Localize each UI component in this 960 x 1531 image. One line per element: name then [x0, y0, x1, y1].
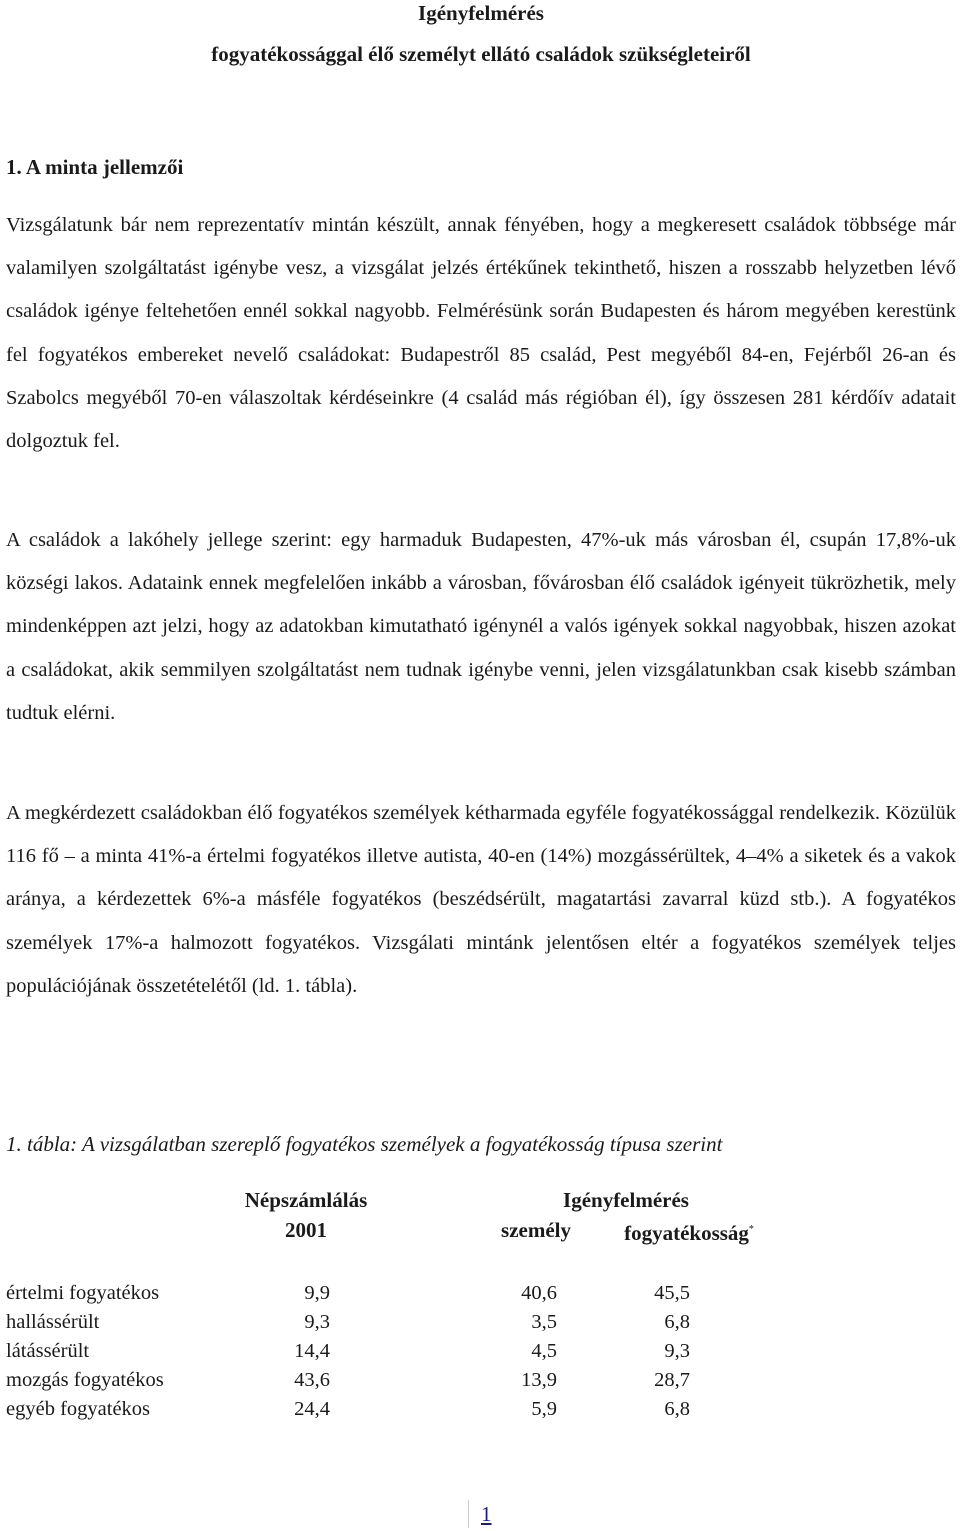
- disability-value: 6,8: [664, 1311, 690, 1333]
- table-row: [6, 1366, 956, 1395]
- person-value: 5,9: [531, 1398, 557, 1420]
- paragraph-3: A megkérdezett családokban élő fogyatékos személyek kétharmada egyféle fogyatékossággal rendelkezik. Közülük 116 fő – a minta 41%-a értelmi fogyatékos illetve autista, 40-en (14%) mozgássérültek, 4–4% a siketek és a vakok aránya, a kérdezettek 6%-a másféle fogyatékos (beszédsérült, magatartási zavarral küzd stb.). A fogyatékos személyek 17%-a halmozott fogyatékos. Vizsgálati mintánk jelentősen eltér a fogyatékos személyek teljes populációjának összetételétől (ld. 1. tábla).: [6, 802, 956, 997]
- row-label: látássérült: [6, 1340, 90, 1362]
- disability-value: 45,5: [654, 1282, 690, 1304]
- disability-header: [604, 1216, 774, 1247]
- census-year-header: 2001: [285, 1218, 327, 1242]
- paragraph-2: A családok a lakóhely jellege szerint: egy harmaduk Budapesten, 47%-uk más városban él, csupán 17,8%-uk községi lakos. Adataink ennek megfelelően inkább a városban, fővárosban élő családok igényeit tükrözhetik, mely mindenképpen azt jelzi, hogy az adatokban kimutatható igénynél a valós igények sokkal nagyobbak, hiszen azokat a családokat, akik semmilyen szolgáltatást nem tudnak igénybe venni, jelen vizsgálatunkban csak kisebb számban tudtuk elérni.: [6, 529, 956, 724]
- table-row: [6, 1337, 956, 1366]
- row-label: mozgás fogyatékos: [6, 1369, 164, 1391]
- census-value: 43,6: [294, 1369, 330, 1391]
- row-label: hallássérült: [6, 1311, 100, 1333]
- table-row: [6, 1308, 956, 1337]
- disability-value: 28,7: [654, 1369, 690, 1391]
- person-value: 4,5: [531, 1340, 557, 1362]
- person-value: 3,5: [531, 1311, 557, 1333]
- census-header: Népszámlálás: [244, 1188, 368, 1212]
- census-value: 14,4: [294, 1340, 330, 1362]
- table-row: [6, 1395, 956, 1424]
- table-caption: 1. tábla: A vizsgálatban szereplő fogyatékos személyek a fogyatékosság típusa szerint: [6, 1132, 723, 1156]
- census-value: 9,3: [304, 1311, 330, 1333]
- row-label: értelmi fogyatékos: [6, 1282, 160, 1304]
- person-value: 40,6: [521, 1282, 557, 1304]
- footnote-mark: *: [748, 1224, 754, 1235]
- paragraph-1: Vizsgálatunk bár nem reprezentatív mintán készült, annak fényében, hogy a megkeresett családok többsége már valamilyen szolgáltatást igénybe vesz, a vizsgálat jelzés értékűnek tekinthető, hiszen a rosszabb helyzetben lévő családok igénye feltehetően ennél sokkal nagyobb. Felmérésünk során Budapesten és három megyében kerestünk fel fogyatékos embereket nevelő családokat: Budapestről 85 család, Pest megyéből 84-en, Fejérből 26-an és Szabolcs megyéből 70-en válaszoltak kérdéseinkre (4 család más régióban él), így összesen 281 kérdőív adatait dolgoztuk fel.: [6, 214, 956, 453]
- disability-value: 6,8: [664, 1398, 690, 1420]
- row-label: egyéb fogyatékos: [6, 1398, 151, 1420]
- page-number-link[interactable]: 1: [468, 1500, 492, 1528]
- census-value: 9,9: [304, 1282, 330, 1304]
- disability-value: 9,3: [664, 1340, 690, 1362]
- document-title: Igényfelmérés: [418, 1, 544, 25]
- document-subtitle: fogyatékossággal élő személyt ellátó családok szükségleteiről: [211, 42, 751, 66]
- survey-header: Igényfelmérés: [563, 1188, 689, 1212]
- person-header: személy: [501, 1218, 571, 1242]
- person-value: 13,9: [521, 1369, 557, 1391]
- table-row: [6, 1279, 956, 1308]
- disability-header-label: fogyatékosság: [624, 1221, 749, 1245]
- section-heading: 1. A minta jellemzői: [6, 155, 184, 179]
- census-value: 24,4: [294, 1398, 330, 1420]
